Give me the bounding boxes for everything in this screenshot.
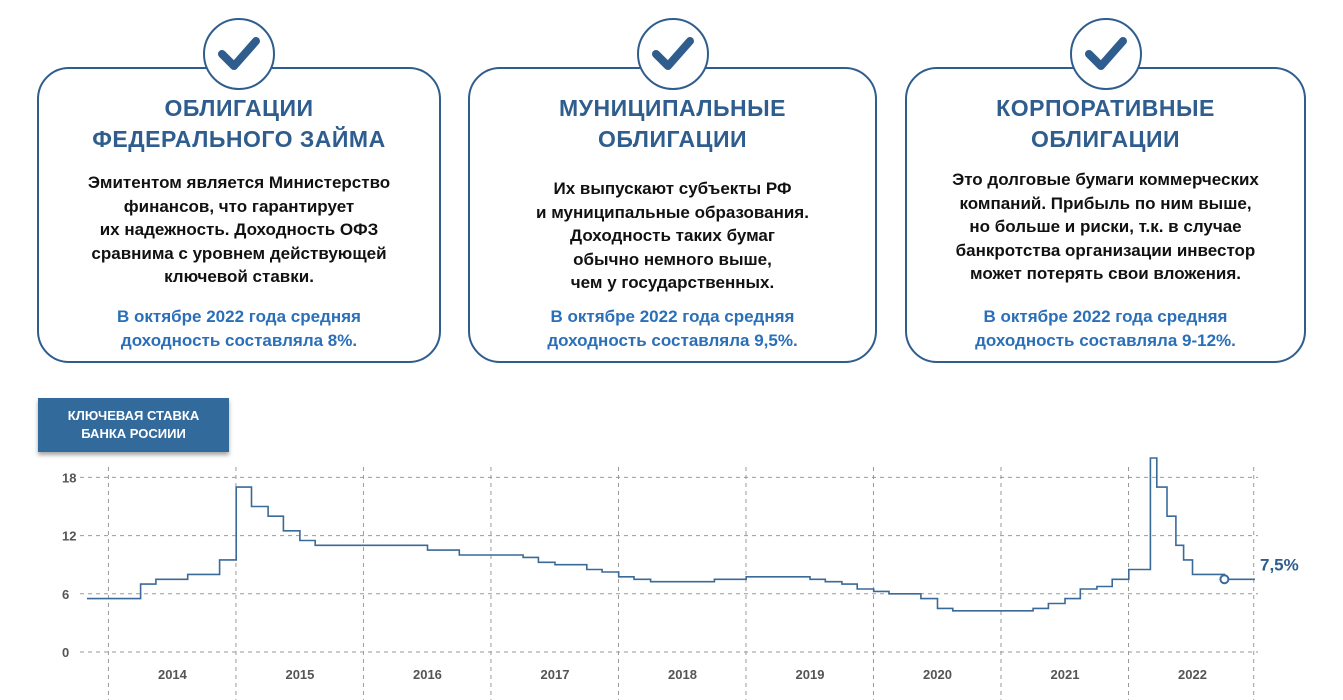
y-tick-label: 12 [62,528,77,544]
chart-title-line: КЛЮЧЕВАЯ СТАВКА [67,408,200,423]
y-tick-label: 0 [62,645,70,660]
card-description-line: банкротства организации инвестор [955,240,1256,260]
card-description-line: финансов, что гарантирует [123,196,355,216]
card-yield-note-line: В октябре 2022 года средняя [117,307,361,326]
card-description [470,177,875,295]
x-tick-label: 2022 [1178,667,1207,682]
x-tick-label: 2014 [157,667,187,682]
card-description-line: Доходность таких бумаг [570,226,775,245]
key-rate-line [87,458,1255,611]
x-tick-label: 2018 [668,667,697,682]
card-description-line: может потерять свои вложения. [969,264,1242,283]
y-tick-label: 18 [62,470,77,486]
card-title-line: КОРПОРАТИВНЫЕ [996,95,1215,121]
card-title-line: МУНИЦИПАЛЬНЫЕ [559,95,786,121]
card-title [39,93,439,155]
check-icon [1070,18,1142,90]
chart-title-line: БАНКА РОСИИИ [81,426,186,441]
card-description-line: их надежность. Доходность ОФЗ [99,220,379,239]
card-yield-note-line: доходность составляла 8%. [120,331,358,350]
chart-title-badge [38,398,229,452]
card-title-line: ОБЛИГАЦИИ [164,95,314,121]
x-tick-label: 2019 [795,667,825,682]
card-ofz [37,67,441,363]
key-rate-chart [0,455,1343,700]
check-icon [203,18,275,90]
card-description-line: компаний. Прибыль по ним выше, [959,193,1252,213]
current-rate-marker [1220,575,1228,583]
x-tick-label: 2021 [1050,667,1080,682]
card-yield-note-line: В октябре 2022 года средняя [550,307,795,326]
card-yield-note-line: доходность составляла 9-12%. [975,331,1236,350]
card-description-line: и муниципальные образования. [536,202,809,222]
card-municipal [468,67,877,363]
card-yield-note-line: доходность составляла 9,5%. [547,331,798,350]
y-tick-label: 6 [62,586,70,602]
current-rate-label: 7,5% [1260,555,1299,575]
x-tick-label: 2016 [412,667,442,682]
x-tick-label: 2015 [285,667,315,682]
card-title [907,93,1304,155]
card-title-line: ОБЛИГАЦИИ [597,126,748,152]
check-icon [637,18,709,90]
card-description-line: но больше и риски, т.к. в случае [969,217,1242,236]
x-tick-label: 2017 [540,667,570,682]
x-tick-label: 2020 [923,667,952,682]
card-description-line: чем у государственных. [570,273,775,292]
card-description [39,171,439,289]
card-description-line: ключевой ставки. [164,267,314,286]
card-yield-note [470,305,875,353]
card-description-line: Эмитентом является Министерство [87,173,391,192]
card-yield-note [39,305,439,353]
card-description-line: Их выпускают субъекты РФ [553,179,792,198]
card-description-line: сравнима с уровнем действующей [91,243,387,263]
card-title-line: ФЕДЕРАЛЬНОГО ЗАЙМА [92,126,386,152]
card-description [907,168,1304,286]
card-yield-note-line: В октябре 2022 года средняя [983,307,1228,326]
card-yield-note [907,305,1304,353]
card-title [470,93,875,155]
card-title-line: ОБЛИГАЦИИ [1030,126,1181,152]
card-description-line: обычно немного выше, [573,249,772,269]
card-description-line: Это долговые бумаги коммерческих [952,170,1259,189]
card-corporate [905,67,1306,363]
